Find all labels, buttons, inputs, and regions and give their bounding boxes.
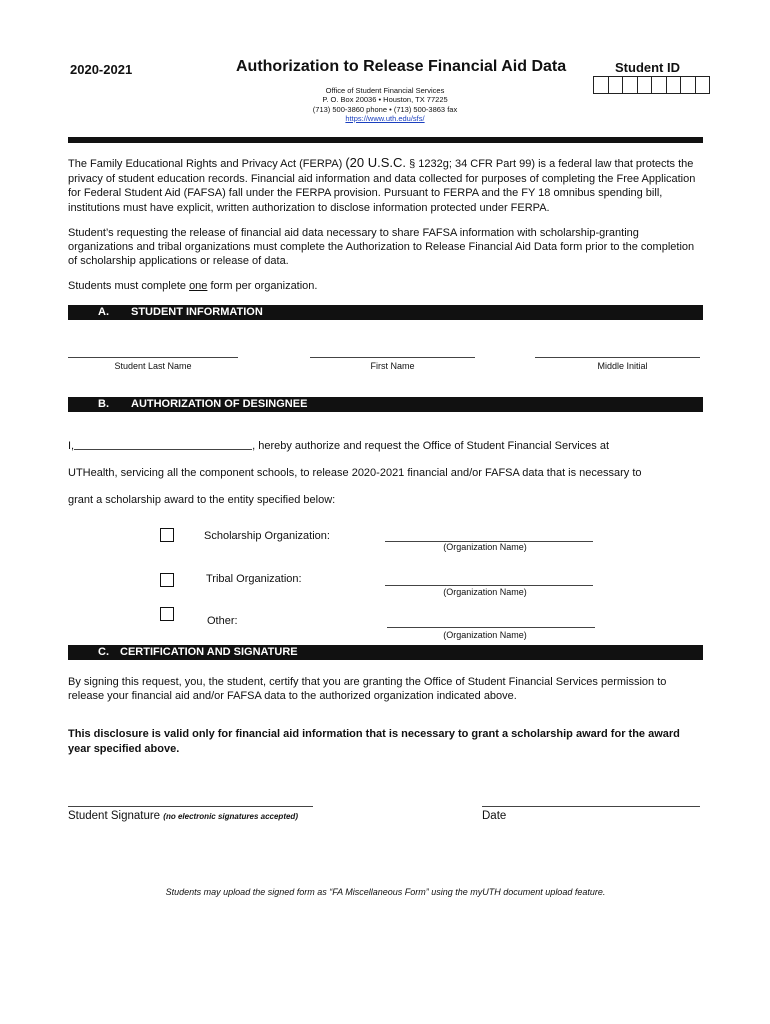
scholarship-org-label: Scholarship Organization:: [204, 530, 330, 542]
section-c-header: C. CERTIFICATION AND SIGNATURE: [68, 645, 703, 660]
form-year: 2020-2021: [70, 62, 133, 77]
other-org-label: Other:: [207, 615, 238, 627]
first-name-field[interactable]: [310, 357, 475, 358]
certification-text: By signing this request, you, the student, certify that you are granting the Office of Student Financial Services permission to release your financial aid and/or FAFSA data to the authorized organization indicated above.: [68, 676, 667, 702]
other-org-hint: (Organization Name): [443, 630, 527, 640]
date-field[interactable]: [482, 806, 700, 807]
office-name: Office of Student Financial Services: [325, 86, 445, 95]
disclosure-note: This disclosure is valid only for financial aid information that is necessary to grant a scholarship award for the award year specified above.: [68, 728, 680, 755]
ferpa-paragraph: The Family Educational Rights and Privacy Act (FERPA) (20 U.S.C. § 1232g; 34 CFR Part 99) is a federal law that protects the privacy of student education records. Financial aid information and data collected for purposes of completing the Free Application for Federal Student Aid (FAFSA) fall under the FERPA provision. Pursuant to FERPA and the FY 18 omnibus spending bill, institutions must have explicit, written authorization to disclose information protected under FERPA.: [68, 155, 696, 214]
other-org-checkbox[interactable]: [160, 607, 174, 621]
tribal-org-label: Tribal Organization:: [206, 573, 302, 585]
scholarship-org-hint: (Organization Name): [443, 542, 527, 552]
release-line: UTHealth, servicing all the component schools, to release 2020-2021 financial and/or FAFSA data that is necessary to: [68, 467, 642, 479]
release-paragraph: Student’s requesting the release of financial aid data necessary to share FAFSA information with scholarship-granting organizations and tribal organizations must complete the Authorization to Release Financial Aid Data form prior to the completion of scholarship applications or release of data.: [68, 227, 695, 267]
student-id-label: Student ID: [615, 60, 680, 75]
upload-instructions: Students may upload the signed form as “FA Miscellaneous Form” using the myUTH document upload feature.: [165, 887, 606, 897]
designee-name-field[interactable]: [74, 449, 252, 450]
office-address: P. O. Box 20036 • Houston, TX 77225: [322, 95, 448, 105]
office-phone: (713) 500-3860 phone • (713) 500-3863 fax: [312, 104, 458, 114]
header-divider: [68, 137, 703, 143]
middle-initial-label: Middle Initial: [597, 361, 648, 371]
last-name-label: Student Last Name: [114, 361, 192, 371]
tribal-org-checkbox[interactable]: [160, 573, 174, 587]
first-name-label: First Name: [370, 361, 415, 371]
other-org-name-field[interactable]: [387, 627, 595, 628]
last-name-field[interactable]: [68, 357, 238, 358]
authorize-line: I, , hereby authorize and request the Office of Student Financial Services at: [68, 440, 610, 452]
signature-field[interactable]: [68, 806, 313, 807]
tribal-org-hint: (Organization Name): [443, 587, 527, 597]
form-title: Authorization to Release Financial Aid Data: [236, 58, 567, 75]
one-form-note: Students must complete one form per organization.: [68, 280, 318, 292]
middle-initial-field[interactable]: [535, 357, 700, 358]
grant-line: grant a scholarship award to the entity specified below:: [68, 494, 336, 506]
office-info: [70, 86, 700, 123]
office-url-link[interactable]: https://www.uth.edu/sfs/: [345, 113, 425, 123]
signature-note: (no electronic signatures accepted): [163, 812, 298, 821]
signature-label: Student Signature (no electronic signatures accepted): [68, 810, 298, 822]
scholarship-org-checkbox[interactable]: [160, 528, 174, 542]
date-label: Date: [482, 810, 507, 822]
section-a-header: A. STUDENT INFORMATION: [68, 305, 703, 320]
tribal-org-name-field[interactable]: [385, 585, 593, 586]
section-b-header: B. AUTHORIZATION OF DESINGNEE: [68, 397, 703, 412]
